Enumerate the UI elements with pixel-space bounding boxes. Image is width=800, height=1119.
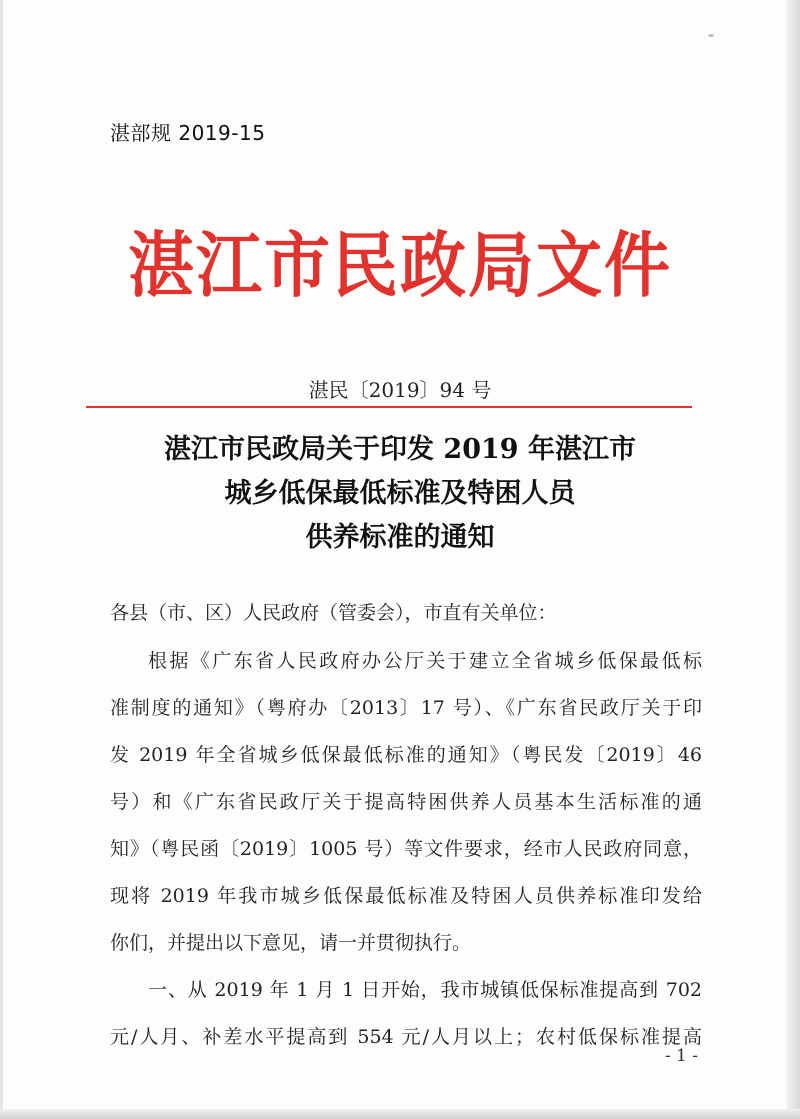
document-number: 湛民〔2019〕94 号	[308, 378, 492, 402]
title-line: 城乡低保最低标准及特困人员	[224, 478, 576, 509]
paragraph-1-line: 根据《广东省人民政府办公厅关于建立全省城乡低保最低标	[148, 650, 702, 672]
scan-edge-bottom	[0, 1109, 800, 1119]
red-masthead: 湛江市民政局文件	[128, 222, 672, 308]
document-title	[0, 428, 800, 560]
paragraph-1-line: 知》（粤民函〔2019〕1005 号）等文件要求，经市人民政府同意，	[110, 838, 702, 860]
page-number: - 1 -	[664, 1046, 698, 1066]
paragraph-2-line: 一、从 2019 年 1 月 1 日开始，我市城镇低保标准提高到 702	[148, 979, 702, 1001]
paragraph-1-line: 你们，并提出以下意见，请一并贯彻执行。	[110, 932, 472, 954]
paragraph-1-line: 准制度的通知》（粤府办〔2013〕17 号）、《广东省民政厅关于印	[110, 697, 702, 719]
title-line: 供养标准的通知	[305, 522, 495, 553]
regulation-number: 湛部规 2019-15	[110, 121, 266, 145]
paragraph-1-line: 现将 2019 年我市城乡低保最低标准及特困人员供养标准印发给	[110, 885, 702, 907]
red-separator-line	[86, 406, 692, 408]
salutation: 各县（市、区）人民政府（管委会），市直有关单位：	[110, 602, 557, 624]
paragraph-2-line: 元/人月、补差水平提高到 554 元/人月以上；农村低保标准提高	[110, 1026, 702, 1048]
paragraph-1-line: 发 2019 年全省城乡低保最低标准的通知》（粤民发〔2019〕46	[110, 744, 702, 766]
title-line: 湛江市民政局关于印发 2019 年湛江市	[164, 434, 636, 465]
paragraph-1-line: 号）和《广东省民政厅关于提高特困供养人员基本生活标准的通	[110, 791, 702, 813]
scan-speck	[708, 34, 714, 37]
